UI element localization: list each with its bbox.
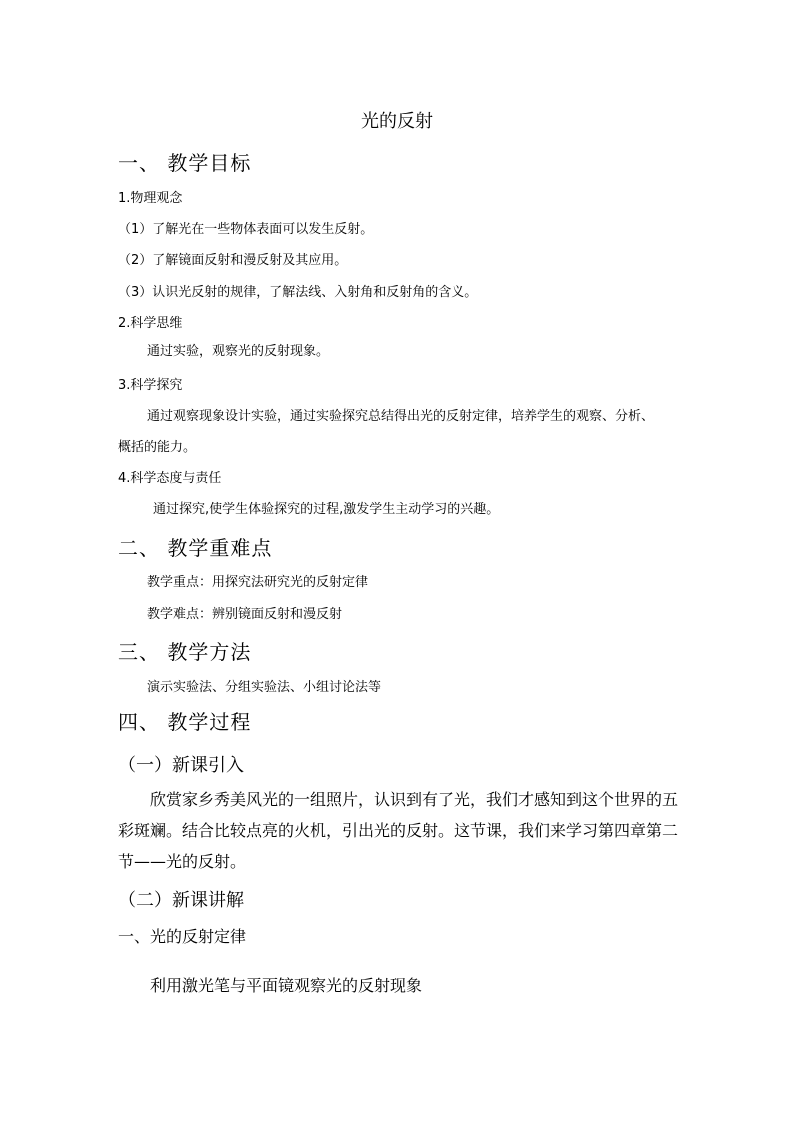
- introduction-text-line2: 彩斑斓。结合比较点亮的火机，引出光的反射。这节课，我们来学习第四章第二: [118, 821, 679, 840]
- goal-point-3: （3）认识光反射的规律，了解法线、入射角和反射角的含义。: [118, 285, 478, 300]
- part-heading-reflection-law: 一、光的反射定律: [118, 927, 247, 946]
- goal-text-scientific-attitude: 通过探究,使学生体验探究的过程,激发学生主动学习的兴趣。: [153, 502, 500, 517]
- section-heading-key-difficult-points: 二、 教学重难点: [118, 536, 273, 560]
- goal-text-scientific-inquiry-line2: 概括的能力。: [118, 440, 197, 455]
- goal-label-scientific-thinking: 2.科学思维: [118, 316, 183, 331]
- subsection-heading-new-lesson: （二）新课讲解: [118, 890, 244, 911]
- goal-text-scientific-inquiry-line1: 通过观察现象设计实验，通过实验探究总结得出光的反射定律，培养学生的观察、分析、: [147, 409, 655, 424]
- goal-label-scientific-inquiry: 3.科学探究: [118, 378, 183, 393]
- difficult-point-text: 教学难点：辨别镜面反射和漫反射: [147, 607, 343, 622]
- section-heading-teaching-goals: 一、 教学目标: [118, 151, 252, 175]
- section-heading-teaching-process: 四、 教学过程: [118, 710, 252, 734]
- subsection-heading-introduction: （一）新课引入: [118, 755, 244, 776]
- goal-point-1: （1）了解光在一些物体表面可以发生反射。: [118, 222, 374, 237]
- introduction-text-line3: 节——光的反射。: [118, 852, 247, 871]
- goal-text-scientific-thinking: 通过实验，观察光的反射现象。: [147, 344, 330, 359]
- document-title: 光的反射: [361, 111, 433, 132]
- goal-label-scientific-attitude: 4.科学态度与责任: [118, 471, 222, 486]
- goal-point-2: （2）了解镜面反射和漫反射及其应用。: [118, 253, 348, 268]
- introduction-text-line1: 欣赏家乡秀美风光的一组照片，认识到有了光，我们才感知到这个世界的五: [150, 790, 679, 809]
- goal-label-physics-concept: 1.物理观念: [118, 191, 183, 206]
- section-heading-teaching-methods: 三、 教学方法: [118, 640, 252, 664]
- teaching-methods-text: 演示实验法、分组实验法、小组讨论法等: [147, 680, 382, 695]
- key-point-text: 教学重点：用探究法研究光的反射定律: [147, 575, 369, 590]
- part-text-reflection-law: 利用激光笔与平面镜观察光的反射现象: [150, 976, 423, 995]
